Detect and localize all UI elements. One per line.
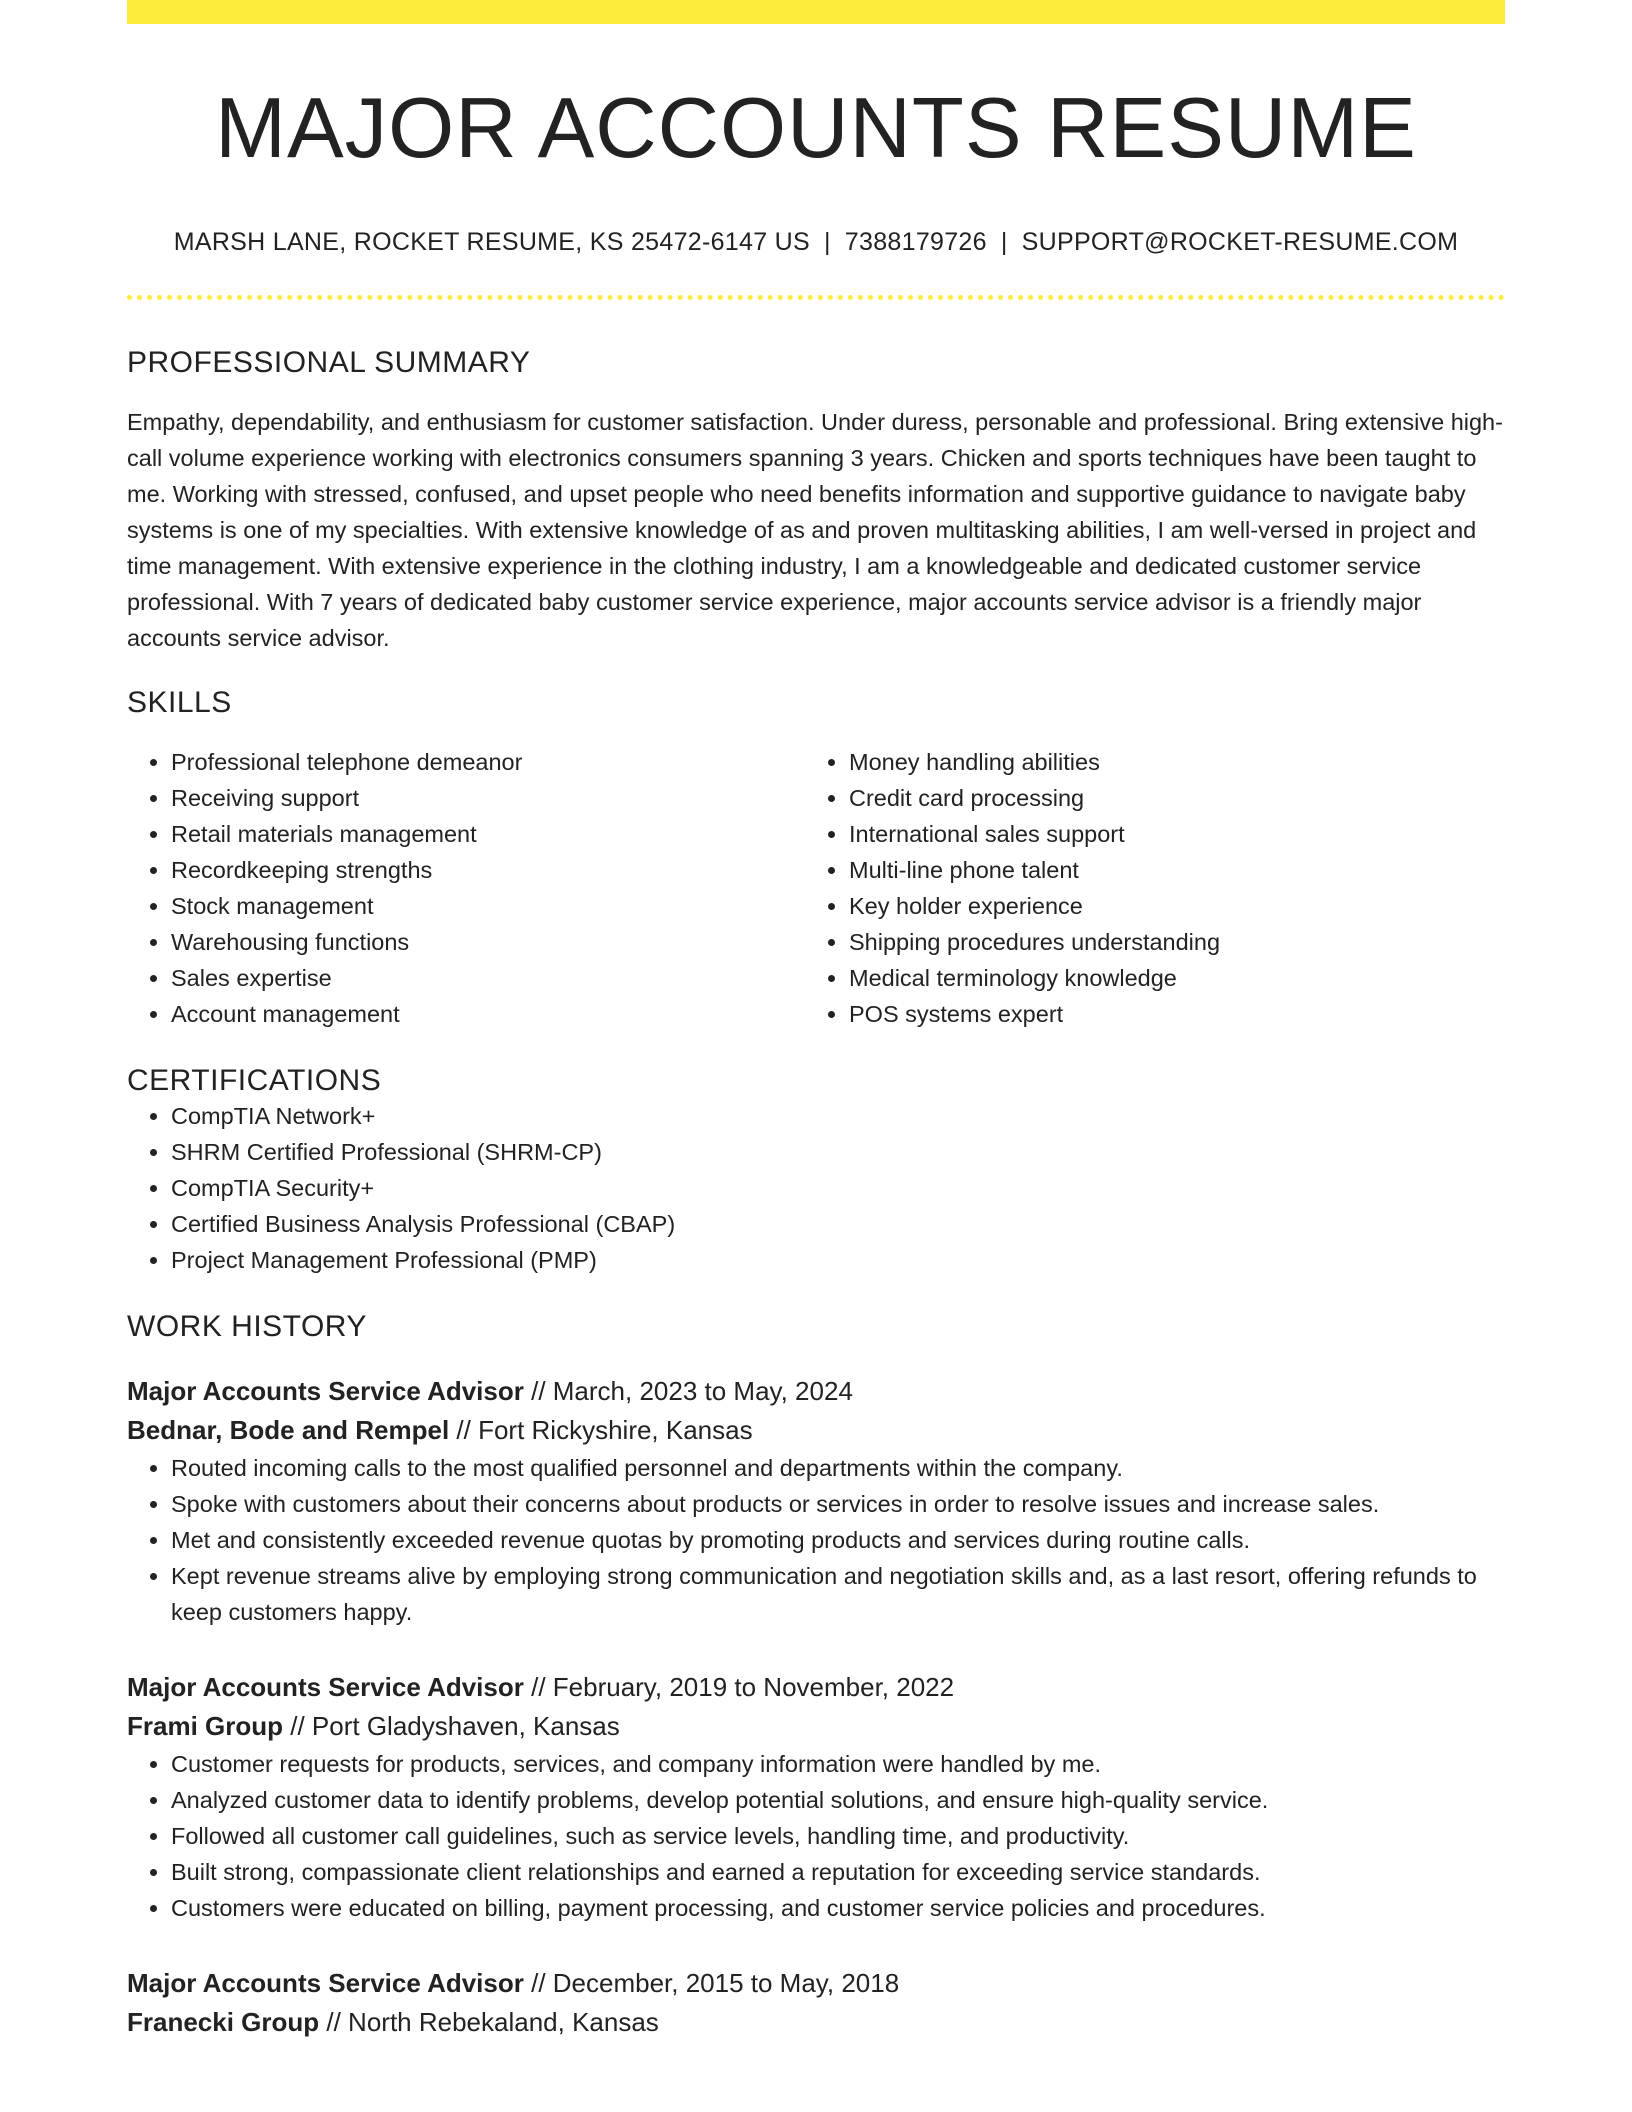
contact-phone: 7388179726 <box>844 227 987 256</box>
contact-email[interactable]: SUPPORT@ROCKET-RESUME.COM <box>1021 227 1459 256</box>
summary-paragraph: Empathy, dependability, and enthusiasm for customer satisfaction. Under duress, personable and professional. Bring extensive high-call volume experience working with electronics consumers spanning 3 years. Chicken and sports techniques have been taught to me. Working with stressed, confused, and upset people who need benefits information and supportive guidance to navigate baby systems is one of my specialties. With extensive knowledge of as and proven multitasking abilities, I am well-versed in project and time management. With extensive experience in the clothing industry, I am a knowledgeable and dedicated customer service professional. With 7 years of dedicated baby customer service experience, major accounts service advisor is a friendly major accounts service advisor. <box>127 408 1503 651</box>
skills-list-right <box>805 744 1483 1032</box>
job-dates: // February, 2019 to November, 2022 <box>523 1671 955 1702</box>
job-title-line <box>127 1668 1505 1707</box>
job-bullet: • Met and consistently exceeded revenue quotas by promoting products and services during routine calls. <box>171 1522 1505 1558</box>
job-dates: // December, 2015 to May, 2018 <box>523 1967 900 1998</box>
job-bullet: • Spoke with customers about their concerns about products or services in order to resolve issues and increase sales. <box>171 1486 1505 1522</box>
skills-list-left <box>127 744 805 1032</box>
certification-item: • Certified Business Analysis Professional (CBAP) <box>171 1206 1505 1242</box>
skill-item: • International sales support <box>849 816 1483 852</box>
job-bullet: • Followed all customer call guidelines, such as service levels, handling time, and productivity. <box>171 1818 1505 1854</box>
skill-item: • Receiving support <box>171 780 805 816</box>
skills-column-left <box>127 744 805 1032</box>
job-bullet: • Analyzed customer data to identify problems, develop potential solutions, and ensure high-quality service. <box>171 1782 1505 1818</box>
job-role: Major Accounts Service Advisor <box>127 1375 524 1406</box>
skill-item: • Sales expertise <box>171 960 805 996</box>
skill-item: • Retail materials management <box>171 816 805 852</box>
contact-separator: | <box>1000 227 1008 256</box>
certifications-list <box>127 1098 1505 1278</box>
job-role: Major Accounts Service Advisor <box>127 1967 524 1998</box>
job-bullets <box>127 1450 1505 1630</box>
job-company-line <box>127 1707 1505 1746</box>
skill-item: • Shipping procedures understanding <box>849 924 1483 960</box>
dotted-divider <box>127 295 1505 300</box>
summary-heading: PROFESSIONAL SUMMARY <box>127 345 531 379</box>
contact-address: MARSH LANE, ROCKET RESUME, KS 25472-6147 US <box>173 227 810 256</box>
job-location: // Fort Rickyshire, Kansas <box>449 1414 753 1445</box>
job-company: Frami Group <box>127 1710 284 1741</box>
job-role: Major Accounts Service Advisor <box>127 1671 524 1702</box>
job-company: Franecki Group <box>127 2006 320 2037</box>
resume-title: MAJOR ACCOUNTS RESUME <box>215 81 1417 176</box>
skill-item: • Recordkeeping strengths <box>171 852 805 888</box>
skill-item: • Account management <box>171 996 805 1032</box>
job-company-line <box>127 2003 1505 2042</box>
certification-item: • Project Management Professional (PMP) <box>171 1242 1505 1278</box>
certifications-heading: CERTIFICATIONS <box>127 1063 382 1097</box>
accent-bar <box>127 0 1505 24</box>
job-location: // North Rebekaland, Kansas <box>319 2006 659 2037</box>
contact-separator: | <box>824 227 831 256</box>
job-location: // Port Gladyshaven, Kansas <box>283 1710 620 1741</box>
work-history-heading: WORK HISTORY <box>127 1309 367 1343</box>
skill-item: • Medical terminology knowledge <box>849 960 1483 996</box>
job-entry <box>127 1372 1505 1630</box>
job-bullet: • Kept revenue streams alive by employing strong communication and negotiation skills and, as a last resort, offering refunds to keep customers happy. <box>171 1558 1505 1630</box>
skill-item: • Warehousing functions <box>171 924 805 960</box>
job-company-line <box>127 1411 1505 1450</box>
skill-item: • Stock management <box>171 888 805 924</box>
skill-item: • Professional telephone demeanor <box>171 744 805 780</box>
skill-item: • Multi-line phone talent <box>849 852 1483 888</box>
skill-item: • Money handling abilities <box>849 744 1483 780</box>
skill-item: • POS systems expert <box>849 996 1483 1032</box>
job-bullets <box>127 1746 1505 1926</box>
job-entry <box>127 1668 1505 1926</box>
job-bullet: • Customers were educated on billing, payment processing, and customer service policies and procedures. <box>171 1890 1505 1926</box>
certification-item: • CompTIA Security+ <box>171 1170 1505 1206</box>
job-company: Bednar, Bode and Rempel <box>127 1414 450 1445</box>
job-dates: // March, 2023 to May, 2024 <box>523 1375 853 1406</box>
job-title-line <box>127 1964 1505 2003</box>
job-entry <box>127 1964 1505 2042</box>
contact-line <box>127 228 1505 257</box>
resume-page <box>127 0 1505 2042</box>
skills-column-right <box>805 744 1483 1032</box>
work-history-list <box>127 1372 1505 2042</box>
job-title-line <box>127 1372 1505 1411</box>
skill-item: • Key holder experience <box>849 888 1483 924</box>
skills-heading: SKILLS <box>127 685 232 719</box>
job-bullet: • Routed incoming calls to the most qualified personnel and departments within the company. <box>171 1450 1505 1486</box>
job-bullet: • Built strong, compassionate client relationships and earned a reputation for exceeding service standards. <box>171 1854 1505 1890</box>
certification-item: • CompTIA Network+ <box>171 1098 1505 1134</box>
skills-grid <box>127 744 1505 1032</box>
job-bullet: • Customer requests for products, services, and company information were handled by me. <box>171 1746 1505 1782</box>
skill-item: • Credit card processing <box>849 780 1483 816</box>
certification-item: • SHRM Certified Professional (SHRM-CP) <box>171 1134 1505 1170</box>
